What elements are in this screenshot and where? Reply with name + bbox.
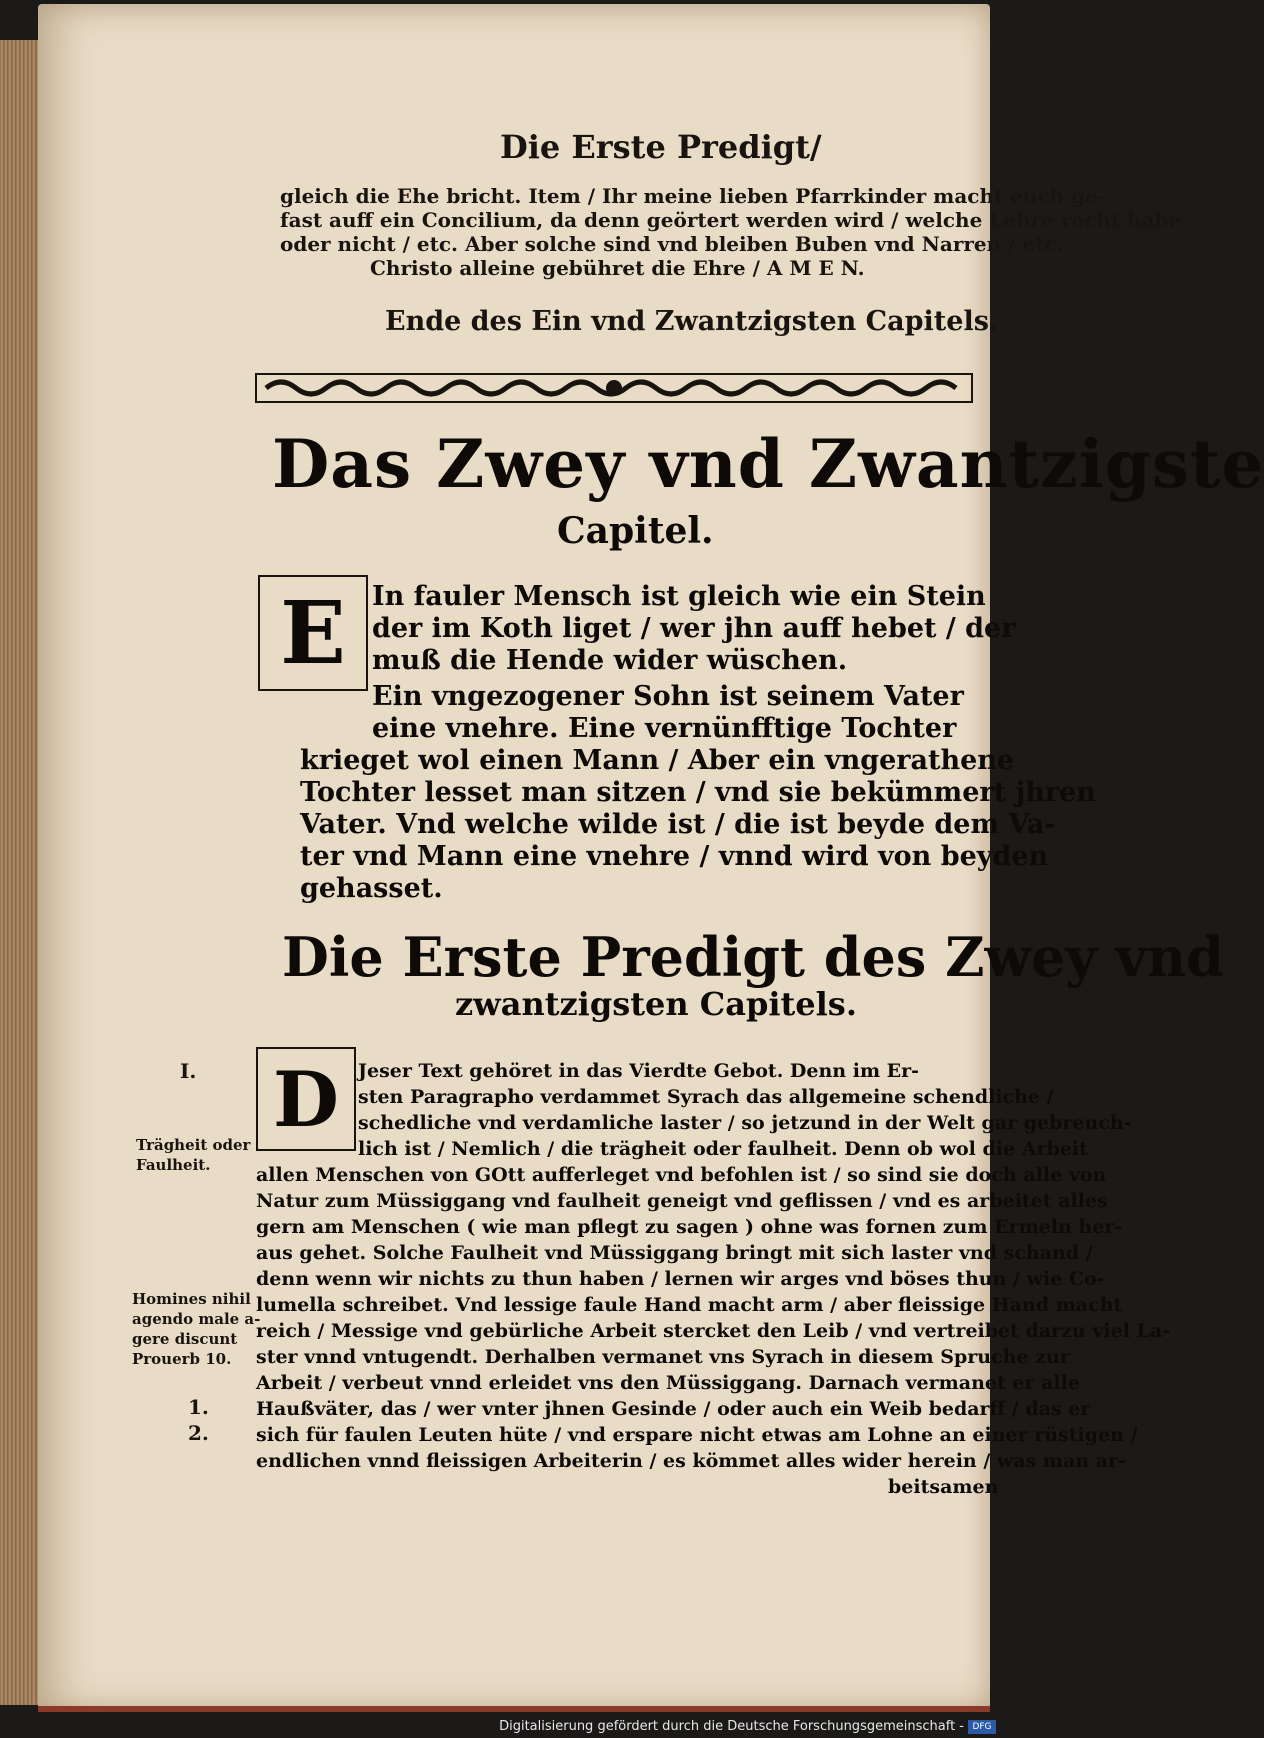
body-line: aus gehet. Solche Faulheit vnd Müssiggang bringt mit sich laster vnd schand /: [256, 1242, 1093, 1264]
text-line: gleich die Ehe bricht. Item / Ihr meine lieben Pfarrkinder macht euch ge-: [280, 184, 1107, 208]
margin-note: Homines nihil: [132, 1290, 251, 1308]
verse-line: eine vnehre. Eine vernünfftige Tochter: [372, 713, 957, 744]
sermon-subtitle: zwantzigsten Capitels.: [455, 985, 857, 1023]
body-line: sich für faulen Leuten hüte / vnd erspare nicht etwas am Lohne an einer rüstigen /: [256, 1424, 1138, 1446]
verse-line: Ein vngezogener Sohn ist seinem Vater: [372, 681, 964, 712]
text-line: Christo alleine gebühret die Ehre / A M E N.: [370, 256, 865, 280]
body-line: lich ist / Nemlich / die trägheit oder faulheit. Denn ob wol die Arbeit: [358, 1138, 1088, 1160]
body-line: endlichen vnnd fleissigen Arbeiterin / es kömmet alles wider herein / was man ar-: [256, 1450, 1126, 1472]
body-line: ster vnnd vntugendt. Derhalben vermanet vns Syrach in diesem Spruche zur: [256, 1346, 1070, 1368]
chapter-title: Das Zwey vnd Zwantzigste: [272, 425, 1264, 503]
body-line: Natur zum Müssiggang vnd faulheit geneigt vnd geflissen / vnd es arbeitet alles: [256, 1190, 1108, 1212]
margin-note: Faulheit.: [136, 1156, 211, 1174]
verse-line: ter vnd Mann eine vnehre / vnnd wird von beyden: [300, 841, 1049, 872]
chapter-end-line: Ende des Ein vnd Zwantzigsten Capitels.: [385, 306, 999, 337]
body-line: reich / Messige vnd gebürliche Arbeit stercket den Leib / vnd vertreibet darzu viel La-: [256, 1320, 1171, 1342]
verse-line: In fauler Mensch ist gleich wie ein Stein: [372, 581, 986, 612]
margin-note: agendo male a-: [132, 1310, 261, 1328]
verse-line: der im Koth liget / wer jhn auff hebet / der: [372, 613, 1016, 644]
body-line: Haußväter, das / wer vnter jhnen Gesinde / oder auch ein Weib bedarff / das er: [256, 1398, 1091, 1420]
catchword: beitsamen: [888, 1476, 999, 1498]
margin-number: 1.: [188, 1395, 209, 1419]
body-line: schedliche vnd verdamliche laster / so jetzund in der Welt gar gebreuch-: [358, 1112, 1132, 1134]
ornament-border: [256, 368, 972, 408]
margin-number: 2.: [188, 1421, 209, 1445]
drop-cap: E: [258, 575, 368, 691]
page-bottom-edge: [38, 1706, 990, 1712]
verse-line: muß die Hende wider wüschen.: [372, 645, 848, 676]
text-line: fast auff ein Concilium, da denn geörtert werden wird / welche Lehre recht habe: [280, 208, 1182, 232]
verse-line: Tochter lesset man sitzen / vnd sie bekümmert jhren: [300, 777, 1096, 808]
body-line: lumella schreibet. Vnd lessige faule Hand macht arm / aber fleissige Hand macht: [256, 1294, 1123, 1316]
chapter-subtitle: Capitel.: [557, 510, 714, 552]
body-line: gern am Menschen ( wie man pflegt zu sagen ) ohne was fornen zum Ermeln her-: [256, 1216, 1123, 1238]
running-head: Die Erste Predigt/: [500, 128, 822, 166]
verse-line: gehasset.: [300, 873, 443, 904]
body-line: denn wenn wir nichts zu thun haben / lernen wir arges vnd böses thun / wie Co-: [256, 1268, 1105, 1290]
body-line: Arbeit / verbeut vnnd erleidet vns den Müssiggang. Darnach vermanet er alle: [256, 1372, 1080, 1394]
margin-note: gere discunt: [132, 1330, 238, 1348]
text-line: oder nicht / etc. Aber solche sind vnd bleiben Buben vnd Narren / etc.: [280, 232, 1064, 256]
dfg-logo: DFG: [968, 1720, 996, 1734]
body-line: Jeser Text gehöret in das Vierdte Gebot. Denn im Er-: [358, 1060, 920, 1082]
sermon-title: Die Erste Predigt des Zwey vnd: [282, 925, 1224, 989]
previous-chapter-text: [280, 184, 1182, 280]
margin-number: I.: [180, 1059, 197, 1083]
drop-cap: D: [256, 1047, 356, 1151]
verse-line: Vater. Vnd welche wilde ist / die ist beyde dem Va-: [300, 809, 1056, 840]
body-line: allen Menschen von GOtt aufferleget vnd befohlen ist / so sind sie doch alle von: [256, 1164, 1107, 1186]
verse-line: krieget wol einen Mann / Aber ein vngerathene: [300, 745, 1015, 776]
margin-note: Trägheit oder: [136, 1136, 251, 1154]
body-line: sten Paragrapho verdammet Syrach das allgemeine schendliche /: [358, 1086, 1054, 1108]
footer-credit: Digitalisierung gefördert durch die Deutsche Forschungsgemeinschaft -: [499, 1719, 964, 1734]
margin-note: Prouerb 10.: [132, 1350, 232, 1368]
